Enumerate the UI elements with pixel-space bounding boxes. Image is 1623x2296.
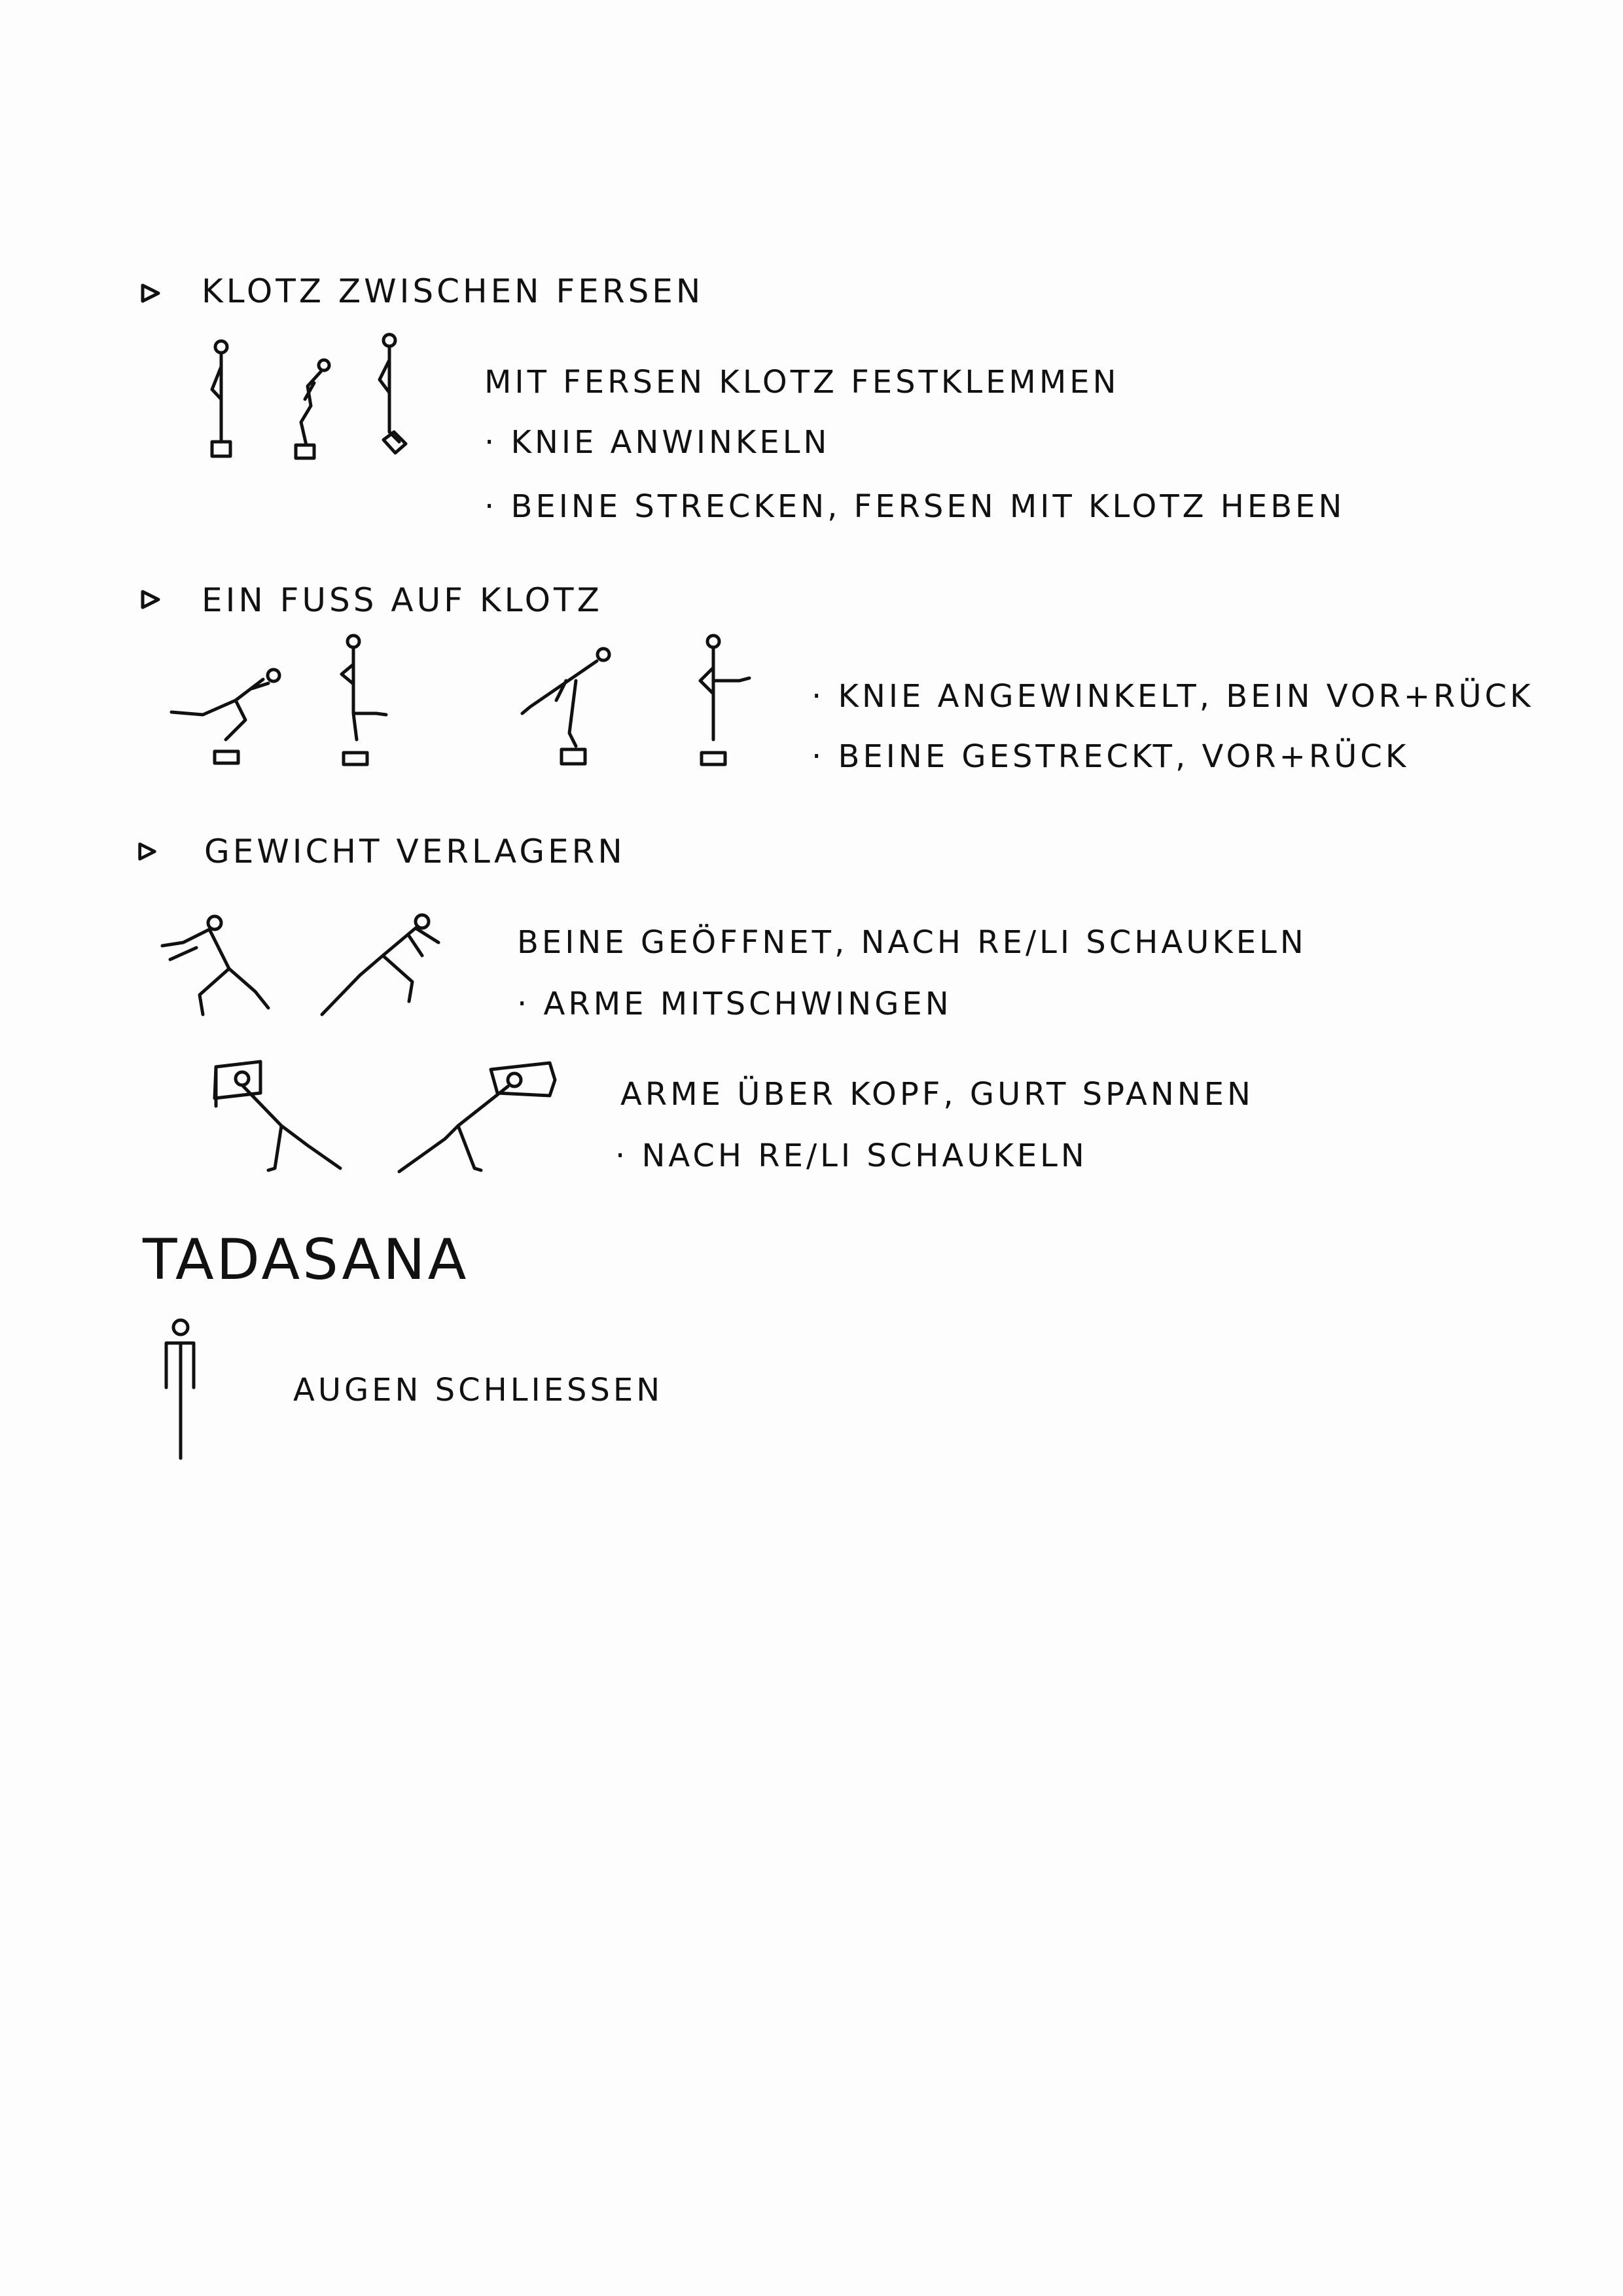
- stick-figures-heels-block-icon: [190, 327, 425, 478]
- instruction-line: ARME ÜBER KOPF, GURT SPANNEN: [620, 1076, 1254, 1113]
- triangle-bullet-icon: [139, 281, 162, 305]
- stick-figures-weight-shift-icon: [157, 910, 458, 1028]
- triangle-bullet-icon: [139, 588, 162, 611]
- stick-figures-strap-overhead-icon: [209, 1054, 563, 1185]
- instruction-line: MIT FERSEN KLOTZ FESTKLEMMEN: [484, 364, 1120, 401]
- stick-figure-standing-icon: [157, 1309, 203, 1466]
- instruction-line: · KNIE ANGEWINKELT, BEIN VOR+RÜCK: [812, 678, 1534, 715]
- instruction-line: · BEINE GESTRECKT, VOR+RÜCK: [812, 738, 1410, 775]
- triangle-bullet-icon: [136, 840, 158, 863]
- instruction-line: BEINE GEÖFFNET, NACH RE/LI SCHAUKELN: [517, 924, 1307, 961]
- tadasana-title: TADASANA: [143, 1227, 469, 1293]
- instruction-line: · NACH RE/LI SCHAUKELN: [615, 1138, 1088, 1174]
- instruction-line: · KNIE ANWINKELN: [484, 424, 830, 461]
- stick-figures-one-foot-block-icon: [164, 628, 753, 779]
- instruction-line: · ARME MITSCHWINGEN: [517, 986, 952, 1022]
- instruction-line: · BEINE STRECKEN, FERSEN MIT KLOTZ HEBEN: [484, 488, 1346, 525]
- section-heading: KLOTZ ZWISCHEN FERSEN: [202, 272, 704, 310]
- section-heading: EIN FUSS AUF KLOTZ: [202, 581, 603, 619]
- instruction-line: AUGEN SCHLIESSEN: [293, 1372, 664, 1408]
- section-heading: GEWICHT VERLAGERN: [204, 833, 626, 870]
